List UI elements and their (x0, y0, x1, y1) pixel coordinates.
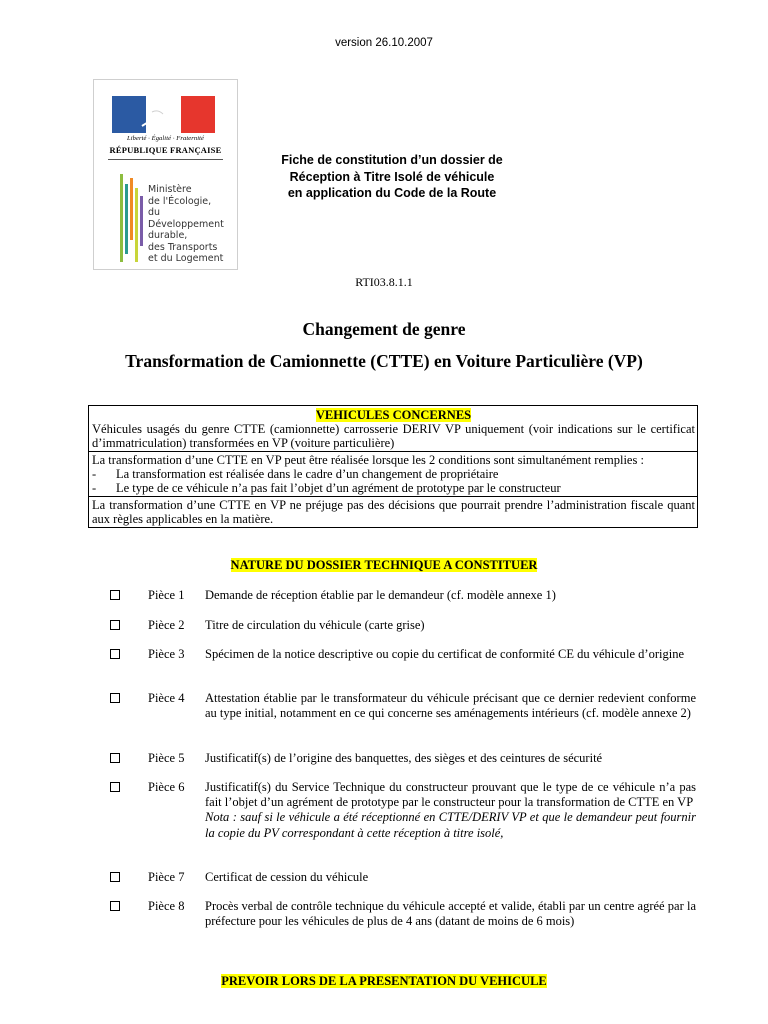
prevoir-header-wrap (0, 974, 768, 989)
fiche-title-line: Fiche de constitution d’un dossier de (281, 153, 503, 167)
nature-header: NATURE DU DOSSIER TECHNIQUE A CONSTITUER (230, 558, 538, 572)
prevoir-header: PREVOIR LORS DE LA PRESENTATION DU VEHICULE (221, 974, 547, 988)
republic-motto: Liberté · Égalité · Fraternité (126, 135, 205, 142)
piece-label: Pièce 1 (148, 588, 185, 602)
disclaimer-cell (89, 497, 698, 528)
piece-text: Justificatif(s) de l’origine des banquettes, des sièges et des ceintures de sécurité (205, 751, 603, 765)
conditions-intro: La transformation d’une CTTE en VP peut être réalisée lorsque les 2 conditions sont simultanément remplies : (92, 453, 644, 467)
nature-header-wrap (0, 558, 768, 573)
ministry-line: des Transports (148, 241, 218, 253)
sub-title: Transformation de Camionnette (CTTE) en Voiture Particulière (VP) (125, 351, 643, 371)
condition-item: - Le type de ce véhicule n’a pas fait l’objet d’un agrément de prototype par le constructeur (92, 481, 561, 495)
piece-text-wrap (205, 780, 696, 841)
fiche-title (247, 152, 537, 202)
checkbox[interactable] (110, 649, 120, 659)
piece-text: Certificat de cession du véhicule (205, 870, 369, 884)
checkbox[interactable] (110, 620, 120, 630)
checkbox[interactable] (110, 901, 120, 911)
piece-label: Pièce 2 (148, 618, 185, 632)
piece-note: Nota : sauf si le véhicule a été réceptionné en CTTE/DERIV VP et que le demandeur peut fournir la copie du PV correspondant à cette réception à titre isolé, (205, 810, 696, 840)
piece-text: Spécimen de la notice descriptive ou copie du certificat de conformité CE du véhicule d’origine (205, 647, 684, 661)
piece-label: Pièce 3 (148, 647, 185, 661)
piece-text: Demande de réception établie par le demandeur (cf. modèle annexe 1) (205, 588, 556, 602)
piece-text: Titre de circulation du véhicule (carte grise) (205, 618, 425, 632)
disclaimer-text: La transformation d’une CTTE en VP ne préjuge pas des décisions que pourrait prendre l’administration fiscale quant aux règles applicables en la matière. (92, 498, 695, 526)
fiche-title-line: Réception à Titre Isolé de véhicule (289, 169, 495, 184)
vehicules-header: VEHICULES CONCERNES (315, 408, 472, 422)
checkbox[interactable] (110, 753, 120, 763)
piece-label: Pièce 5 (148, 751, 185, 765)
piece-label: Pièce 4 (148, 691, 185, 705)
ministry-line: durable, (148, 230, 188, 241)
piece-text: Attestation établie par le transformateur du véhicule précisant que ce dernier redevient conforme au type initial, notamment en ce qui concerne ses aménagements intérieurs (cf. modèle annexe 2) (205, 691, 696, 721)
reference-code: RTI03.8.1.1 (355, 275, 413, 289)
conditions-cell (89, 452, 698, 497)
color-bars-icon (120, 174, 144, 262)
ministry-line: Ministère (148, 184, 192, 195)
ministry-line: de l'Écologie, (148, 195, 212, 207)
checkbox[interactable] (110, 590, 120, 600)
version-text: version 26.10.2007 (335, 37, 433, 49)
marianne-icon (138, 98, 176, 132)
republic-name: RÉPUBLIQUE FRANÇAISE (109, 145, 222, 155)
vehicules-intro: Véhicules usagés du genre CTTE (camionnette) carrosserie DERIV VP uniquement (voir indications sur le certificat d’immatriculation) transformées en VP (voiture particulière) (92, 422, 695, 450)
ministry-name (148, 184, 236, 265)
checkbox[interactable] (110, 872, 120, 882)
condition-item: - La transformation est réalisée dans le cadre d’un changement de propriétaire (92, 467, 499, 481)
checkbox[interactable] (110, 693, 120, 703)
vehicules-table (88, 405, 698, 528)
vehicules-cell (89, 406, 698, 452)
piece-text: Justificatif(s) du Service Technique du constructeur prouvant que le type de ce véhicule n’a pas fait l’objet d’un agrément de prototype par le constructeur pour la transformation de CTTE en VP (205, 780, 696, 810)
piece-label: Pièce 6 (148, 780, 185, 794)
ministry-logo (93, 79, 238, 270)
ministry-line: du Développement (148, 207, 224, 230)
main-title: Changement de genre (302, 319, 466, 339)
fiche-title-line: en application du Code de la Route (287, 186, 497, 200)
piece-label: Pièce 7 (148, 870, 185, 884)
piece-text: Procès verbal de contrôle technique du véhicule accepté et valide, établi par un centre agréé par la préfecture pour les véhicules de plus de 4 ans (datant de moins de 6 mois) (205, 899, 696, 929)
logo-divider (108, 159, 223, 160)
checkbox[interactable] (110, 782, 120, 792)
piece-label: Pièce 8 (148, 899, 185, 913)
ministry-line: et du Logement (148, 253, 224, 264)
